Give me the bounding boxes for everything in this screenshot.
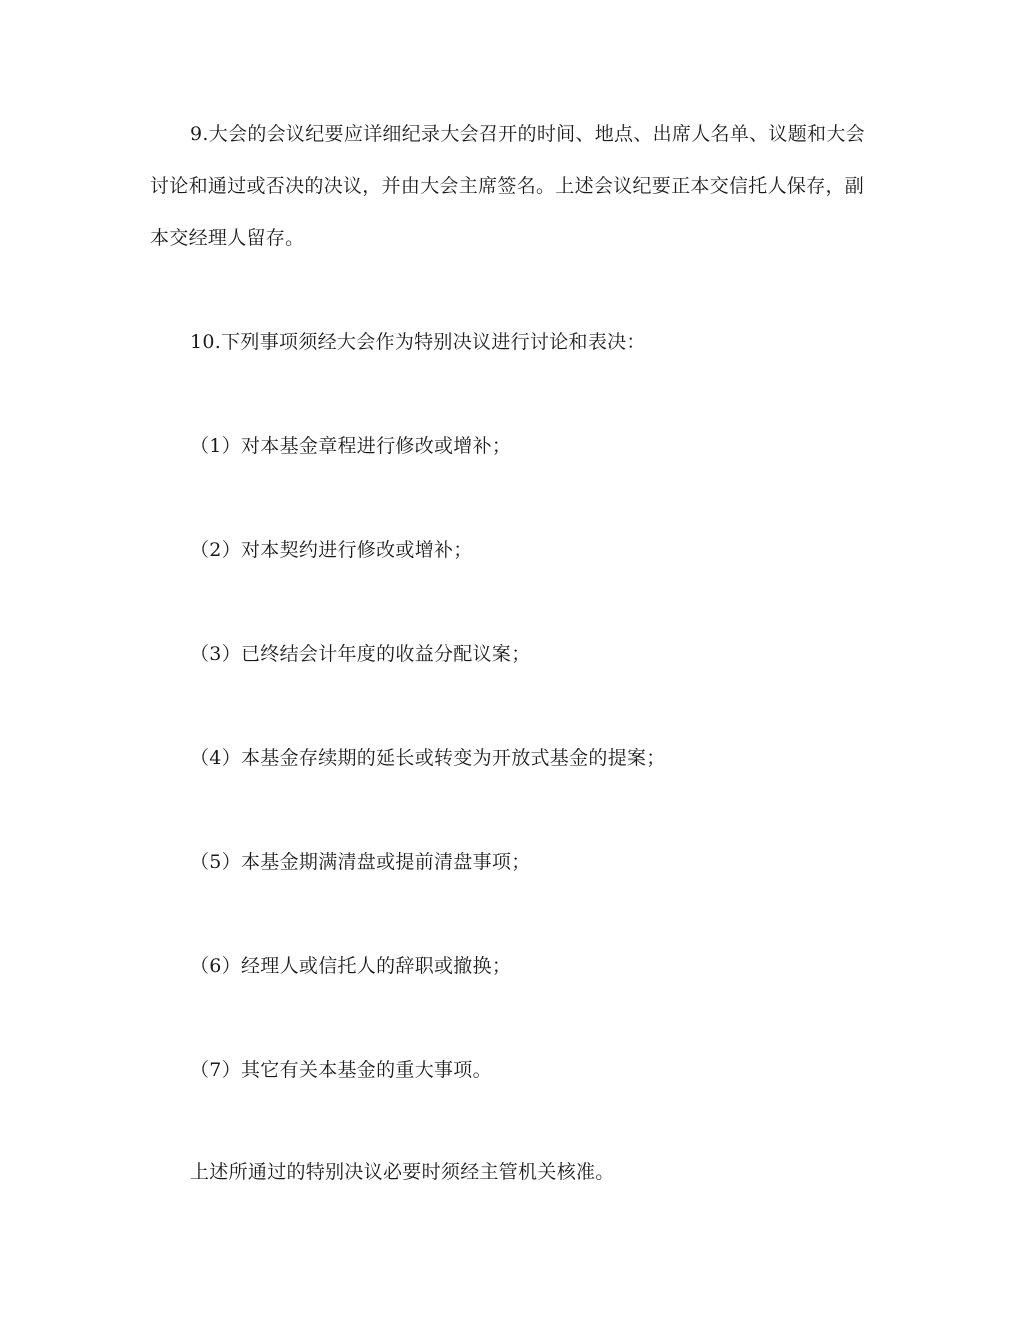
- closing-paragraph: 上述所通过的特别决议必要时须经主管机关核准。: [190, 1161, 615, 1183]
- list-item: （4）本基金存续期的延长或转变为开放式基金的提案；: [190, 747, 666, 769]
- paragraph-10: 10.下列事项须经大会作为特别决议进行讨论和表决：: [190, 331, 646, 353]
- list-item: （2）对本契约进行修改或增补；: [190, 539, 473, 561]
- list-item: （5）本基金期满清盘或提前清盘事项；: [190, 851, 531, 873]
- list-item: （6）经理人或信托人的辞职或撤换；: [190, 955, 512, 977]
- list-item: （1）对本基金章程进行修改或增补；: [190, 435, 512, 457]
- list-item: （7）其它有关本基金的重大事项。: [190, 1059, 492, 1081]
- paragraph-9: 9.大会的会议纪要应详细纪录大会召开的时间、地点、出席人名单、议题和大会讨论和通过或否决的决议，并由大会主席签名。上述会议纪要正本交信托人保存，副本交经理人留存。: [150, 123, 865, 249]
- list-item: （3）已终结会计年度的收益分配议案；: [190, 643, 531, 665]
